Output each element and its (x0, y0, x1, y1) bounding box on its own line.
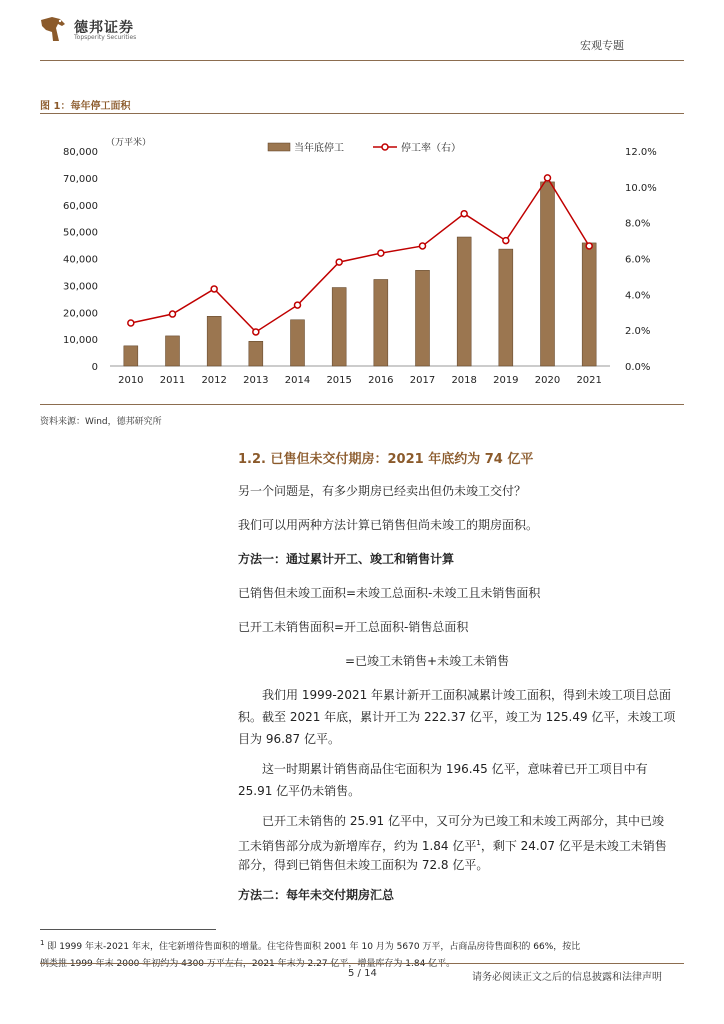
footnote-line-1 (40, 935, 686, 956)
rate-point-2015 (336, 259, 342, 265)
footnote-rule (40, 929, 216, 930)
rate-point-2011 (170, 311, 176, 317)
stoppage-area-chart (40, 118, 684, 403)
x-tick-label: 2021 (576, 375, 602, 386)
y-right-tick-label: 2.0% (625, 326, 651, 338)
y-left-axis-title: （万平米） (106, 138, 152, 148)
bar-2013 (249, 341, 263, 366)
bar-2014 (291, 320, 305, 366)
legend-bar-label: 当年底停工 (294, 143, 344, 154)
bar-2019 (499, 249, 513, 366)
company-logo-icon (38, 14, 68, 44)
method-two-heading: 方法二：每年未交付期房汇总 (238, 888, 395, 902)
figure-source: 资料来源：Wind，德邦研究所 (40, 417, 162, 427)
paragraph-5-line-2b: ，剩下 24.07 亿平是未竣工未销售 (480, 839, 667, 853)
paragraph-1: 另一个问题是，有多少期房已经卖出但仍未竣工交付？ (238, 484, 527, 498)
chart-legend (268, 141, 461, 154)
rate-point-2014 (295, 302, 301, 308)
equation-3: =已竣工未销售+未竣工未销售 (345, 654, 510, 668)
x-tick-label: 2010 (118, 375, 144, 386)
footnote-reference: 1 (476, 839, 481, 847)
line-series (128, 175, 592, 335)
paragraph-3-line-3: 目为 96.87 亿平。 (238, 732, 340, 746)
report-type: 宏观专题 (580, 39, 624, 52)
rate-point-2012 (211, 286, 217, 292)
paragraph-5-line-1: 已开工未销售的 25.91 亿平中，又可分为已竣工和未竣工两部分，其中已竣 (262, 814, 664, 828)
x-tick-label: 2015 (326, 375, 352, 386)
footnote-line-1-text: 即 1999 年末-2021 年末，住宅新增待售面积的增量。住宅待售面积 2001 年 10 月为 5670 万平，占商品房待售面积的 66%，按比 (47, 942, 581, 952)
paragraph-3-line-2: 积。截至 2021 年底，累计开工为 222.37 亿平，竣工为 125.49 亿平，未竣工项 (238, 710, 676, 724)
bar-2018 (457, 237, 471, 366)
paragraph-3-line-1: 我们用 1999-2021 年累计新开工面积减累计竣工面积，得到未竣工项目总面 (262, 688, 672, 702)
paragraph-4-line-1: 这一时期累计销售商品住宅面积为 196.45 亿平，意味着已开工项目中有 (262, 762, 648, 776)
rate-point-2010 (128, 320, 134, 326)
y-right-tick-label: 8.0% (625, 218, 651, 230)
y-left-tick-label: 40,000 (63, 254, 98, 266)
chart-labels (63, 147, 657, 386)
y-right-tick-label: 6.0% (625, 254, 651, 266)
x-tick-label: 2020 (534, 375, 561, 386)
rate-point-2017 (420, 243, 426, 249)
legend-bar-swatch (268, 143, 290, 151)
bar-2021 (582, 243, 596, 366)
figure-top-rule (40, 113, 684, 114)
x-tick-label: 2012 (201, 375, 227, 386)
y-right-tick-label: 4.0% (625, 290, 651, 302)
y-left-tick-label: 20,000 (63, 308, 98, 320)
section-heading: 1.2. 已售但未交付期房：2021 年底约为 74 亿平 (238, 452, 534, 467)
x-tick-label: 2019 (493, 375, 519, 386)
y-right-tick-label: 12.0% (625, 147, 657, 158)
y-left-tick-label: 80,000 (63, 147, 98, 158)
rate-point-2016 (378, 250, 384, 256)
bar-2017 (416, 270, 430, 366)
y-left-tick-label: 70,000 (63, 173, 98, 185)
footer-disclaimer: 请务必阅读正文之后的信息披露和法律声明 (472, 972, 662, 983)
x-tick-label: 2011 (159, 375, 186, 386)
rate-point-2020 (545, 175, 551, 181)
x-tick-label: 2016 (368, 375, 394, 386)
y-left-tick-label: 60,000 (63, 200, 98, 212)
y-left-tick-label: 0 (91, 362, 98, 373)
header-divider (40, 60, 684, 61)
bar-2015 (332, 288, 346, 366)
x-tick-label: 2014 (284, 375, 311, 386)
legend-line-label: 停工率（右） (401, 143, 461, 154)
equation-1: 已销售但未竣工面积=未竣工总面积-未竣工且未销售面积 (238, 586, 541, 600)
footer-divider (40, 963, 684, 964)
footnote-mark: 1 (40, 939, 45, 947)
page-number: 5 / 14 (348, 968, 377, 979)
rate-point-2021 (586, 243, 592, 249)
bar-2012 (207, 316, 221, 366)
paragraph-4-line-2: 25.91 亿平仍未销售。 (238, 784, 361, 798)
paragraph-5-line-2a: 工未销售部分成为新增库存，约为 1.84 亿平 (238, 839, 477, 853)
y-left-tick-label: 50,000 (63, 227, 98, 239)
figure-title: 图 1：每年停工面积 (40, 101, 131, 112)
x-tick-label: 2018 (451, 375, 477, 386)
figure-bottom-rule (40, 404, 684, 405)
rate-point-2018 (461, 211, 467, 217)
footnote-line-2: 例类推 1999 年末 2000 年初约为 4300 万平左右，2021 年末为 2.27 亿平，增量库存为 1.84 亿平。 (40, 959, 456, 969)
rate-point-2019 (503, 238, 509, 244)
stoppage-rate-line (131, 178, 589, 332)
method-one-heading: 方法一：通过累计开工、竣工和销售计算 (238, 552, 455, 566)
equation-2: 已开工未销售面积=开工总面积-销售总面积 (238, 620, 469, 634)
company-subtitle: Topsperity Securities (74, 34, 137, 41)
bar-2020 (541, 182, 555, 366)
y-left-tick-label: 30,000 (63, 281, 98, 293)
bar-2010 (124, 346, 138, 366)
paragraph-5-line-3: 部分，得到已销售但未竣工面积为 72.8 亿平。 (238, 858, 489, 872)
y-right-tick-label: 10.0% (625, 182, 657, 194)
company-name: 德邦证券 (74, 20, 134, 36)
bar-2016 (374, 279, 388, 366)
legend-line-marker (382, 144, 388, 150)
y-right-tick-label: 0.0% (625, 362, 651, 373)
x-tick-label: 2017 (409, 375, 436, 386)
bar-series (124, 182, 596, 366)
paragraph-2: 我们可以用两种方法计算已销售但尚未竣工的期房面积。 (238, 518, 539, 532)
y-left-tick-label: 10,000 (63, 335, 98, 347)
x-tick-label: 2013 (243, 375, 269, 386)
rate-point-2013 (253, 329, 259, 335)
bar-2011 (166, 336, 180, 366)
